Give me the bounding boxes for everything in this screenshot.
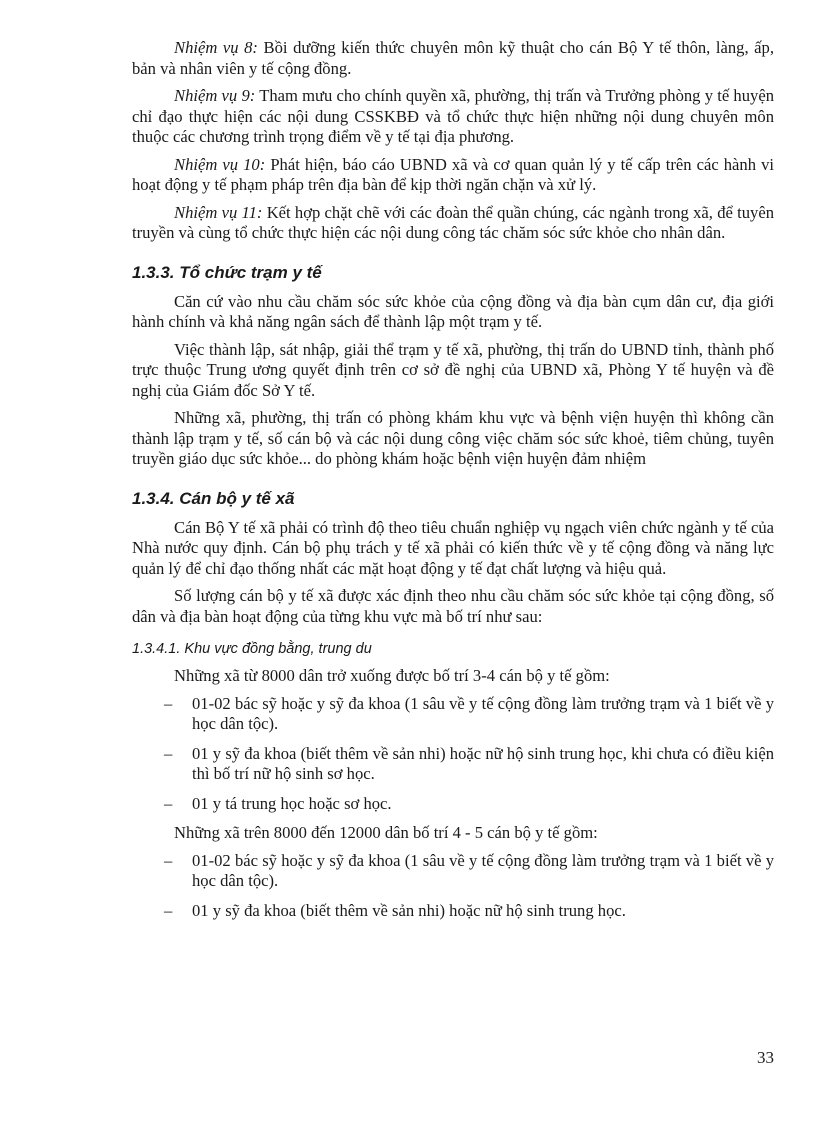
list-item-text: 01 y sỹ đa khoa (biết thêm về sản nhi) hoặc nữ hộ sinh trung học, khi chưa có điều kiện thì bố trí nữ hộ sinh sơ học. <box>192 743 774 783</box>
task-text: Bồi dưỡng kiến thức chuyên môn kỹ thuật cho cán Bộ Y tế thôn, làng, ấp, bản và nhân viên y tế cộng đồng. <box>132 38 774 78</box>
body-paragraph: Những xã, phường, thị trấn có phòng khám khu vực và bệnh viện huyện thì không cần thành lập trạm y tế, số cán bộ và các nội dung công việc chăm sóc sức khoẻ, tiêm chủng, tuyên truyền giáo dục sức khỏe... do phòng khám hoặc bệnh viện huyện đảm nhiệm <box>132 408 774 468</box>
list-item <box>132 794 774 815</box>
section-heading-1-3-3: 1.3.3. Tổ chức trạm y tế <box>132 262 322 282</box>
task-paragraph <box>132 155 774 196</box>
task-text: Kết hợp chặt chẽ với các đoàn thể quần chúng, các ngành trong xã, để tuyên truyền và cùng tổ chức thực hiện các nội dung công tác chăm sóc sức khỏe cho nhân dân. <box>132 202 774 242</box>
task-paragraph <box>132 203 774 244</box>
list-item <box>132 694 774 735</box>
document-page <box>132 38 774 930</box>
task-text: Tham mưu cho chính quyền xã, phường, thị trấn và Trưởng phòng y tế huyện chỉ đạo thực hiện các nội dung CSSKBĐ và tổ chức thực hiện những nội dung chuyên môn thuộc các chương trình trọng điểm về y tế tại địa phương. <box>132 86 774 146</box>
staff-list <box>132 851 774 922</box>
list-intro: Những xã từ 8000 dân trở xuống được bố trí 3-4 cán bộ y tế gồm: <box>174 666 610 685</box>
body-paragraph: Việc thành lập, sát nhập, giải thể trạm y tế xã, phường, thị trấn do UBND tỉnh, thành phố trực thuộc Trung ương quyết định trên cơ sở đề nghị của UBND xã, Phòng Y tế huyện và đề nghị của Giám đốc Sở Y tế. <box>132 339 774 400</box>
dash-bullet: – <box>164 900 173 920</box>
task-text: Phát hiện, báo cáo UBND xã và cơ quan quản lý y tế cấp trên các hành vi hoạt động y tế phạm pháp trên địa bàn để kịp thời ngăn chặn và xử lý. <box>132 154 774 194</box>
dash-bullet: – <box>164 850 173 870</box>
body-paragraph: Căn cứ vào nhu cầu chăm sóc sức khỏe của cộng đồng và địa bàn cụm dân cư, địa giới hành chính và khả năng ngân sách để thành lập một trạm y tế. <box>132 291 774 331</box>
body-paragraph: Cán Bộ Y tế xã phải có trình độ theo tiêu chuẩn nghiệp vụ ngạch viên chức ngành y tế của Nhà nước quy định. Cán bộ phụ trách y tế xã phải có kiến thức về y tế cộng đồng và năng lực quản lý để chỉ đạo thống nhất các mặt hoạt động y tế đạt chất lượng và hiệu quả. <box>132 517 774 578</box>
dash-bullet: – <box>164 693 173 713</box>
dash-bullet: – <box>164 743 173 763</box>
list-item-text: 01-02 bác sỹ hoặc y sỹ đa khoa (1 sâu về y tế cộng đồng làm trưởng trạm và 1 biết về y học dân tộc). <box>192 850 774 890</box>
task-label: Nhiệm vụ 10: <box>174 154 266 174</box>
page-number: 33 <box>757 1048 774 1067</box>
subsection-heading-1-3-4-1: 1.3.4.1. Khu vực đồng bằng, trung du <box>132 641 372 657</box>
staff-list <box>132 694 774 815</box>
task-label: Nhiệm vụ 8: <box>174 38 258 57</box>
list-intro: Những xã trên 8000 đến 12000 dân bố trí 4 - 5 cán bộ y tế gồm: <box>174 823 598 842</box>
list-item-text: 01-02 bác sỹ hoặc y sỹ đa khoa (1 sâu về y tế cộng đồng làm trưởng trạm và 1 biết về y học dân tộc). <box>192 693 774 733</box>
task-paragraph <box>132 86 774 148</box>
task-label: Nhiệm vụ 9: <box>174 86 256 105</box>
section-heading-1-3-4: 1.3.4. Cán bộ y tế xã <box>132 488 295 508</box>
list-item <box>132 851 774 892</box>
task-label: Nhiệm vụ 11: <box>174 202 263 222</box>
dash-bullet: – <box>164 793 173 813</box>
list-item <box>132 744 774 785</box>
body-paragraph: Số lượng cán bộ y tế xã được xác định theo nhu cầu chăm sóc sức khỏe tại cộng đồng, số dân và địa bàn hoạt động của từng khu vực mà bố trí như sau: <box>132 586 774 626</box>
list-item <box>132 901 774 922</box>
task-paragraph <box>132 38 774 79</box>
list-item-text: 01 y tá trung học hoặc sơ học. <box>192 793 392 813</box>
list-item-text: 01 y sỹ đa khoa (biết thêm về sản nhi) hoặc nữ hộ sinh trung học. <box>192 900 626 920</box>
